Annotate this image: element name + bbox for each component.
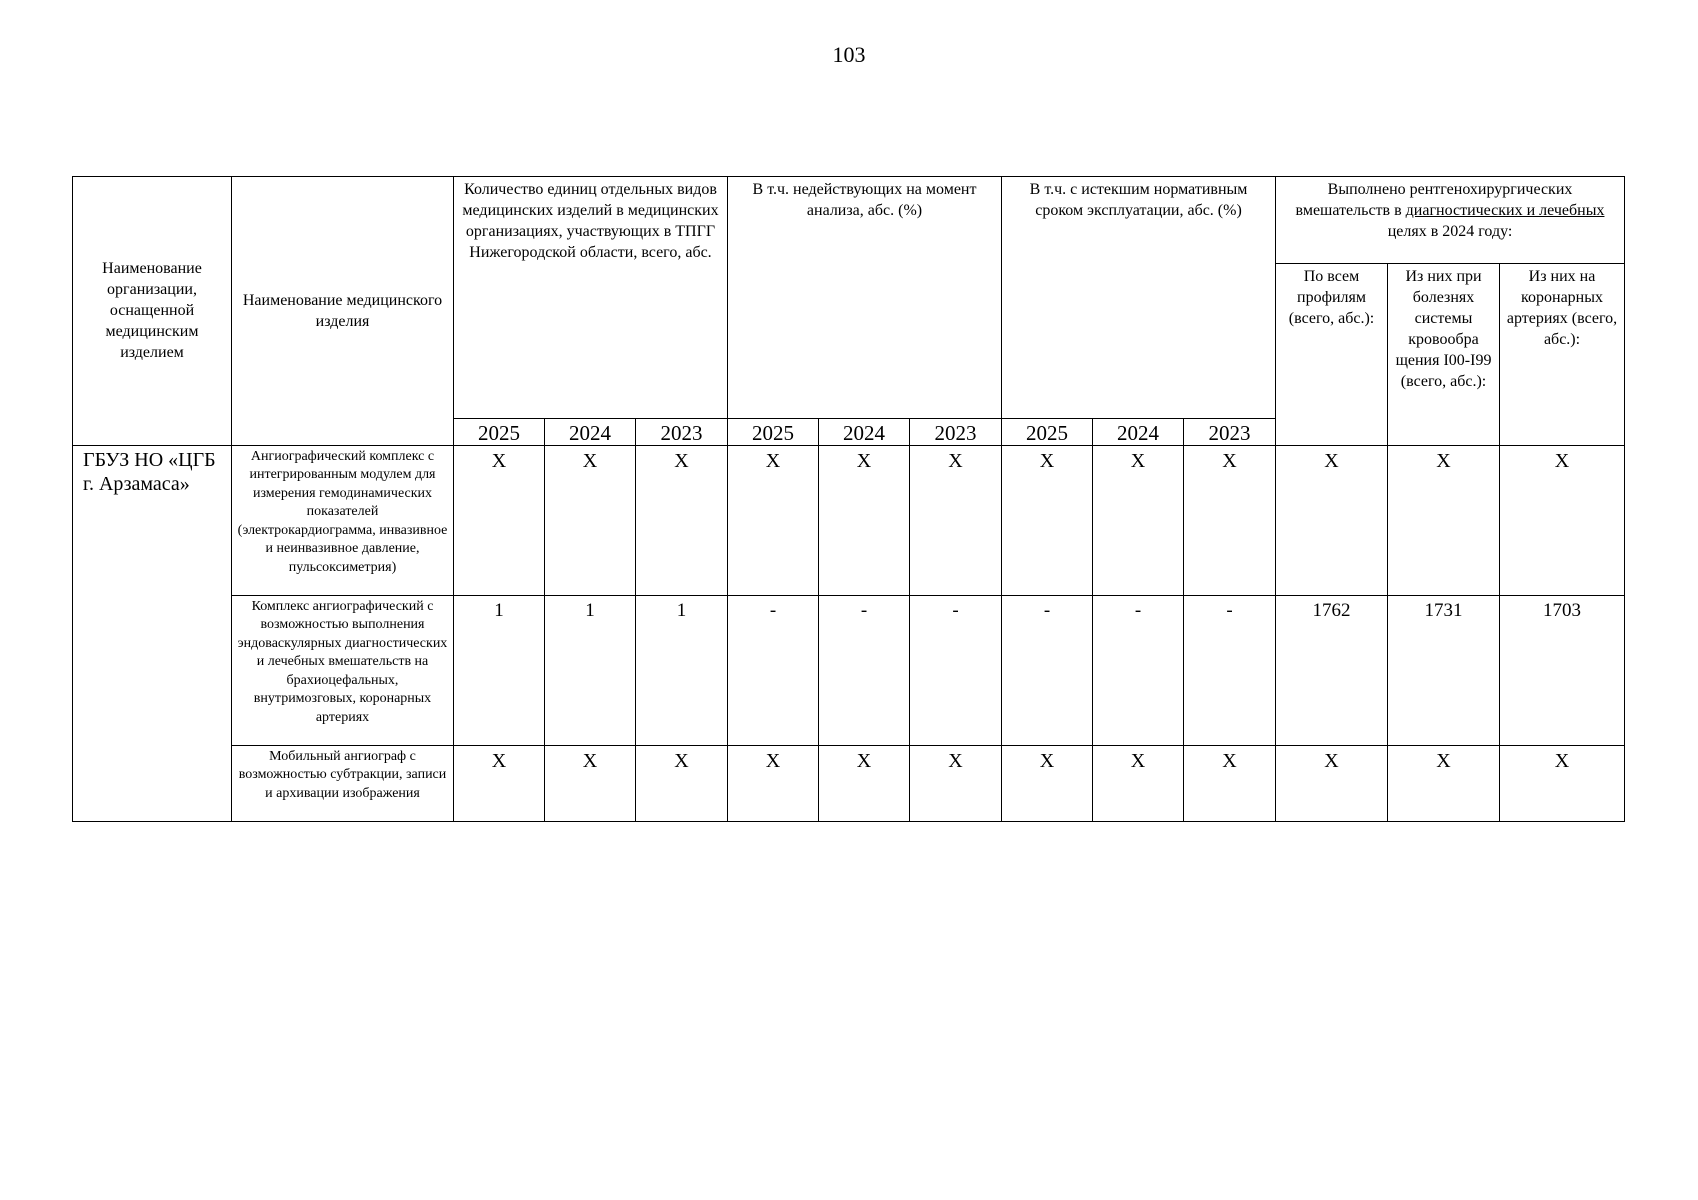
value-cell: X xyxy=(545,445,636,595)
value-cell: X xyxy=(1184,745,1276,821)
year-cell: 2025 xyxy=(1002,418,1093,445)
value-cell: X xyxy=(1093,445,1184,595)
value-cell: X xyxy=(1002,745,1093,821)
value-cell: X xyxy=(1500,745,1625,821)
header-performed-part2: целях в 2024 году: xyxy=(1387,223,1513,240)
value-cell: X xyxy=(819,445,910,595)
header-sub-circulatory: Из них при болезнях системы кровообра щения I00-I99 (всего, абс.): xyxy=(1388,263,1500,445)
table-row xyxy=(73,595,1625,745)
value-cell: X xyxy=(545,745,636,821)
year-cell: 2024 xyxy=(545,418,636,445)
header-performed-group xyxy=(1276,177,1625,264)
value-cell: X xyxy=(1276,445,1388,595)
value-cell: X xyxy=(1276,745,1388,821)
header-count-group: Количество единиц отдельных видов медицинских изделий в медицинских организациях, участвующих в ТПГГ Нижегородской области, всего, абс. xyxy=(454,177,728,264)
header-performed-underlined: диагностических и лечебных xyxy=(1405,202,1605,219)
table-row xyxy=(73,445,1625,595)
year-cell: 2025 xyxy=(454,418,545,445)
header-inactive-spacer xyxy=(728,263,1002,418)
year-cell: 2024 xyxy=(819,418,910,445)
value-cell: X xyxy=(819,745,910,821)
value-cell: X xyxy=(636,445,728,595)
value-cell: 1 xyxy=(636,595,728,745)
header-performed-part1: Выполнено рентгенохирургических вмешательств в xyxy=(1295,181,1573,219)
year-cell: 2023 xyxy=(910,418,1002,445)
header-count-spacer xyxy=(454,263,728,418)
header-row-groups xyxy=(73,177,1625,264)
year-cell: 2025 xyxy=(728,418,819,445)
value-cell: - xyxy=(728,595,819,745)
value-cell: X xyxy=(1184,445,1276,595)
value-cell: 1 xyxy=(545,595,636,745)
value-cell: X xyxy=(1002,445,1093,595)
page-number: 103 xyxy=(832,42,866,67)
header-expired-group: В т.ч. с истекшим нормативным сроком эксплуатации, абс. (%) xyxy=(1002,177,1276,264)
year-cell: 2023 xyxy=(636,418,728,445)
value-cell: X xyxy=(910,745,1002,821)
organization-name: ГБУЗ НО «ЦГБ г. Арзамаса» xyxy=(73,445,232,821)
value-cell: 1731 xyxy=(1388,595,1500,745)
value-cell: X xyxy=(454,445,545,595)
header-inactive-group: В т.ч. недействующих на момент анализа, абс. (%) xyxy=(728,177,1002,264)
year-cell: 2023 xyxy=(1184,418,1276,445)
value-cell: - xyxy=(910,595,1002,745)
value-cell: X xyxy=(1093,745,1184,821)
value-cell: 1703 xyxy=(1500,595,1625,745)
header-sub-coronary: Из них на коронарных артериях (всего, абс.): xyxy=(1500,263,1625,445)
value-cell: - xyxy=(1093,595,1184,745)
value-cell: - xyxy=(1184,595,1276,745)
value-cell: 1762 xyxy=(1276,595,1388,745)
value-cell: - xyxy=(819,595,910,745)
header-expired-spacer xyxy=(1002,263,1276,418)
value-cell: - xyxy=(1002,595,1093,745)
value-cell: X xyxy=(454,745,545,821)
value-cell: X xyxy=(636,745,728,821)
value-cell: X xyxy=(1388,745,1500,821)
table-row xyxy=(73,745,1625,821)
value-cell: X xyxy=(1388,445,1500,595)
medical-devices-table xyxy=(72,176,1625,822)
header-org-name: Наименование организации, оснащенной медицинским изделием xyxy=(73,177,232,446)
header-sub-all-profiles: По всем профилям (всего, абс.): xyxy=(1276,263,1388,445)
device-name: Ангиографический комплекс с интегрированным модулем для измерения гемодинамических показателей (электрокардиограмма, инвазивное и неинвазивное давление, пульсоксиметрия) xyxy=(232,445,454,595)
device-name: Комплекс ангиографический с возможностью выполнения эндоваскулярных диагностических и лечебных вмешательств на брахиоцефальных, внутримозговых, коронарных артериях xyxy=(232,595,454,745)
device-name: Мобильный ангиограф с возможностью субтракции, записи и архивации изображения xyxy=(232,745,454,821)
value-cell: X xyxy=(1500,445,1625,595)
value-cell: X xyxy=(728,745,819,821)
value-cell: X xyxy=(728,445,819,595)
value-cell: X xyxy=(910,445,1002,595)
year-cell: 2024 xyxy=(1093,418,1184,445)
value-cell: 1 xyxy=(454,595,545,745)
header-device-name: Наименование медицинского изделия xyxy=(232,177,454,446)
